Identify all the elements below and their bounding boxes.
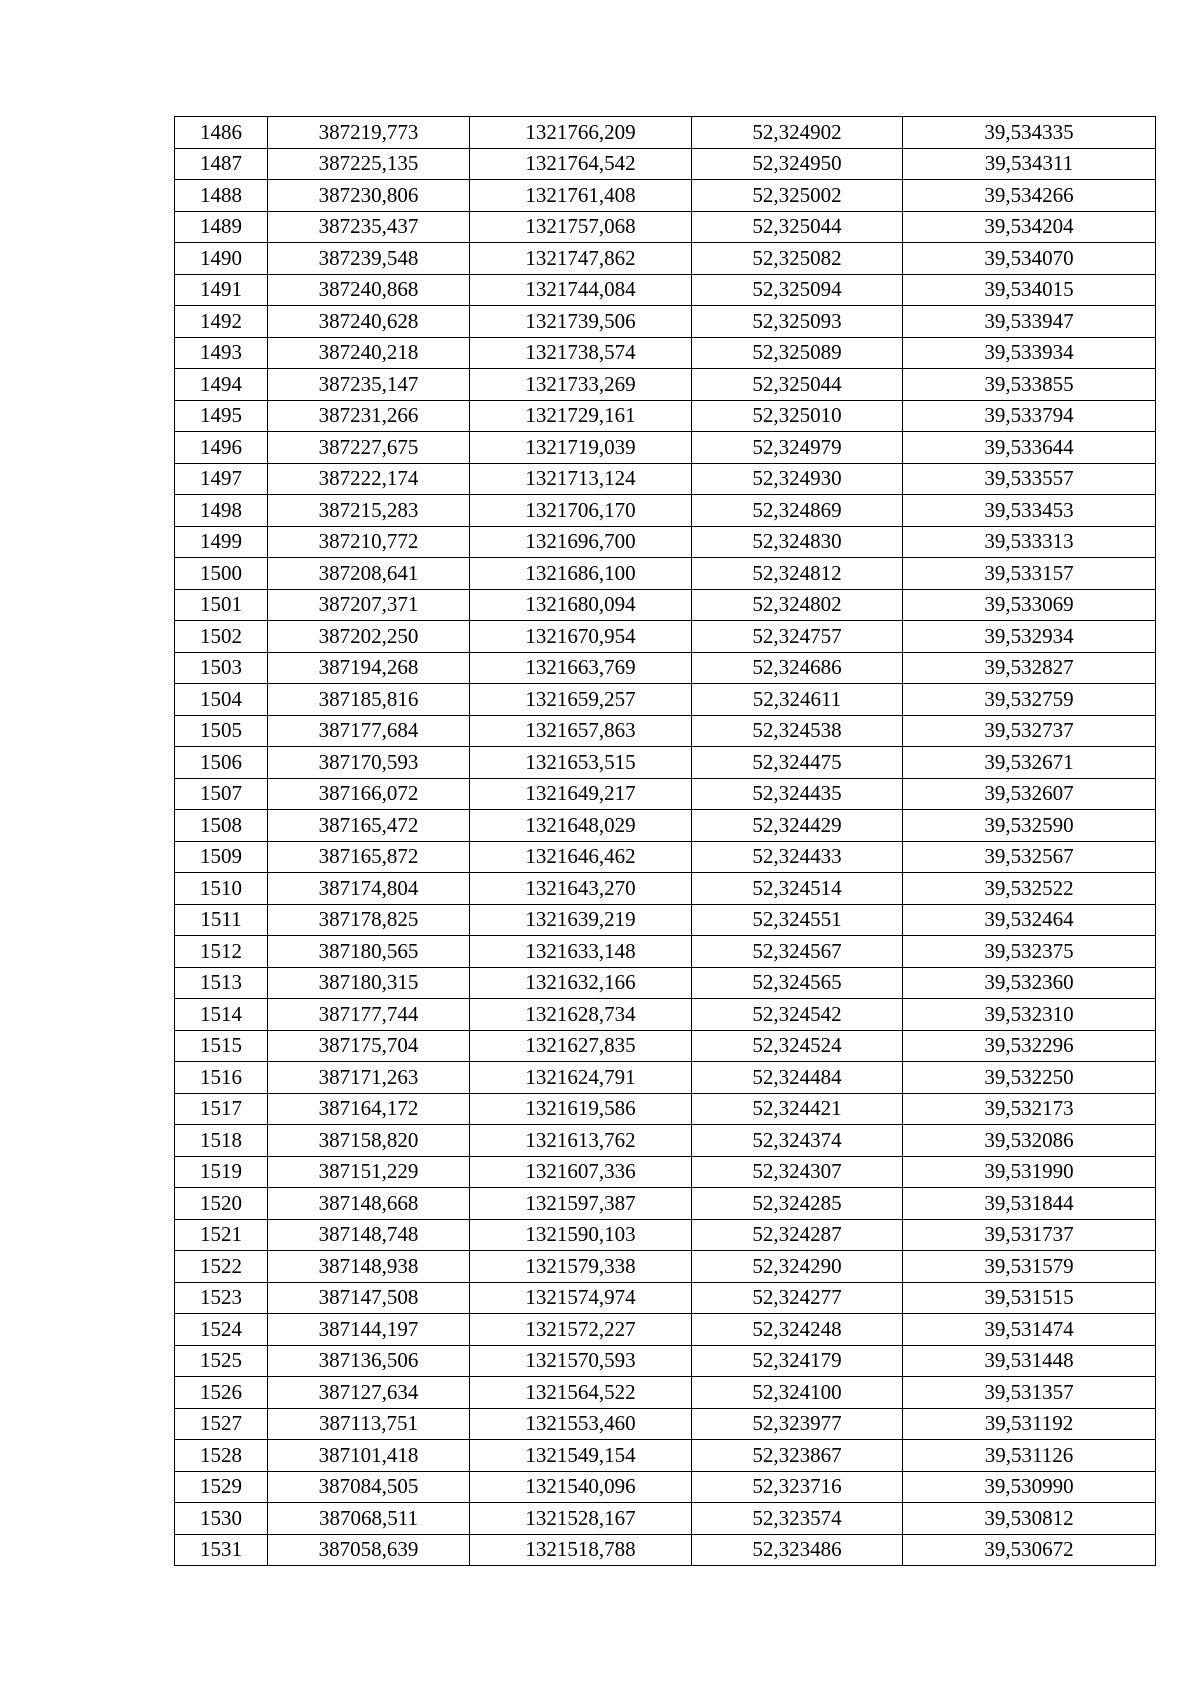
table-row	[175, 652, 1156, 684]
longitude-cell: 39,531126	[903, 1440, 1156, 1472]
y-coordinate-cell: 1321663,769	[470, 652, 692, 684]
table-row	[175, 1503, 1156, 1535]
y-coordinate-cell: 1321649,217	[470, 778, 692, 810]
latitude-cell: 52,324307	[692, 1156, 903, 1188]
y-coordinate-cell: 1321597,387	[470, 1188, 692, 1220]
table-row	[175, 180, 1156, 212]
point-number-cell: 1526	[175, 1377, 268, 1409]
y-coordinate-cell: 1321646,462	[470, 841, 692, 873]
point-number-cell: 1516	[175, 1062, 268, 1094]
latitude-cell: 52,325044	[692, 211, 903, 243]
latitude-cell: 52,324902	[692, 117, 903, 149]
y-coordinate-cell: 1321633,148	[470, 936, 692, 968]
point-number-cell: 1514	[175, 999, 268, 1031]
latitude-cell: 52,323867	[692, 1440, 903, 1472]
longitude-cell: 39,532522	[903, 873, 1156, 905]
latitude-cell: 52,324290	[692, 1251, 903, 1283]
x-coordinate-cell: 387136,506	[268, 1345, 470, 1377]
point-number-cell: 1494	[175, 369, 268, 401]
x-coordinate-cell: 387202,250	[268, 621, 470, 653]
x-coordinate-cell: 387230,806	[268, 180, 470, 212]
latitude-cell: 52,324802	[692, 589, 903, 621]
table-row	[175, 1156, 1156, 1188]
x-coordinate-cell: 387240,868	[268, 274, 470, 306]
x-coordinate-cell: 387101,418	[268, 1440, 470, 1472]
table-row	[175, 747, 1156, 779]
latitude-cell: 52,324277	[692, 1282, 903, 1314]
x-coordinate-cell: 387058,639	[268, 1534, 470, 1566]
y-coordinate-cell: 1321553,460	[470, 1408, 692, 1440]
table-row	[175, 1125, 1156, 1157]
latitude-cell: 52,324484	[692, 1062, 903, 1094]
x-coordinate-cell: 387180,315	[268, 967, 470, 999]
latitude-cell: 52,324757	[692, 621, 903, 653]
point-number-cell: 1506	[175, 747, 268, 779]
y-coordinate-cell: 1321540,096	[470, 1471, 692, 1503]
table-row	[175, 400, 1156, 432]
longitude-cell: 39,532567	[903, 841, 1156, 873]
y-coordinate-cell: 1321624,791	[470, 1062, 692, 1094]
y-coordinate-cell: 1321719,039	[470, 432, 692, 464]
longitude-cell: 39,531192	[903, 1408, 1156, 1440]
table-row	[175, 495, 1156, 527]
y-coordinate-cell: 1321648,029	[470, 810, 692, 842]
point-number-cell: 1492	[175, 306, 268, 338]
y-coordinate-cell: 1321747,862	[470, 243, 692, 275]
y-coordinate-cell: 1321613,762	[470, 1125, 692, 1157]
point-number-cell: 1531	[175, 1534, 268, 1566]
latitude-cell: 52,325093	[692, 306, 903, 338]
latitude-cell: 52,324686	[692, 652, 903, 684]
latitude-cell: 52,325044	[692, 369, 903, 401]
table-row	[175, 999, 1156, 1031]
table-row	[175, 1440, 1156, 1472]
x-coordinate-cell: 387164,172	[268, 1093, 470, 1125]
x-coordinate-cell: 387194,268	[268, 652, 470, 684]
latitude-cell: 52,324930	[692, 463, 903, 495]
longitude-cell: 39,530672	[903, 1534, 1156, 1566]
table-row	[175, 1345, 1156, 1377]
latitude-cell: 52,324433	[692, 841, 903, 873]
point-number-cell: 1522	[175, 1251, 268, 1283]
table-row	[175, 148, 1156, 180]
longitude-cell: 39,533947	[903, 306, 1156, 338]
table-row	[175, 432, 1156, 464]
x-coordinate-cell: 387177,744	[268, 999, 470, 1031]
longitude-cell: 39,532086	[903, 1125, 1156, 1157]
longitude-cell: 39,533855	[903, 369, 1156, 401]
point-number-cell: 1530	[175, 1503, 268, 1535]
latitude-cell: 52,325002	[692, 180, 903, 212]
y-coordinate-cell: 1321713,124	[470, 463, 692, 495]
longitude-cell: 39,534015	[903, 274, 1156, 306]
longitude-cell: 39,534266	[903, 180, 1156, 212]
latitude-cell: 52,324287	[692, 1219, 903, 1251]
x-coordinate-cell: 387240,218	[268, 337, 470, 369]
x-coordinate-cell: 387151,229	[268, 1156, 470, 1188]
latitude-cell: 52,325010	[692, 400, 903, 432]
point-number-cell: 1497	[175, 463, 268, 495]
x-coordinate-cell: 387147,508	[268, 1282, 470, 1314]
y-coordinate-cell: 1321607,336	[470, 1156, 692, 1188]
x-coordinate-cell: 387174,804	[268, 873, 470, 905]
latitude-cell: 52,324100	[692, 1377, 903, 1409]
latitude-cell: 52,324179	[692, 1345, 903, 1377]
longitude-cell: 39,532375	[903, 936, 1156, 968]
point-number-cell: 1520	[175, 1188, 268, 1220]
longitude-cell: 39,533313	[903, 526, 1156, 558]
table-row	[175, 589, 1156, 621]
longitude-cell: 39,532360	[903, 967, 1156, 999]
point-number-cell: 1488	[175, 180, 268, 212]
point-number-cell: 1521	[175, 1219, 268, 1251]
table-row	[175, 337, 1156, 369]
table-row	[175, 1282, 1156, 1314]
x-coordinate-cell: 387170,593	[268, 747, 470, 779]
longitude-cell: 39,531515	[903, 1282, 1156, 1314]
latitude-cell: 52,323977	[692, 1408, 903, 1440]
latitude-cell: 52,324421	[692, 1093, 903, 1125]
x-coordinate-cell: 387225,135	[268, 148, 470, 180]
x-coordinate-cell: 387235,147	[268, 369, 470, 401]
y-coordinate-cell: 1321564,522	[470, 1377, 692, 1409]
table-row	[175, 1188, 1156, 1220]
longitude-cell: 39,532250	[903, 1062, 1156, 1094]
table-row	[175, 810, 1156, 842]
latitude-cell: 52,324429	[692, 810, 903, 842]
x-coordinate-cell: 387113,751	[268, 1408, 470, 1440]
x-coordinate-cell: 387084,505	[268, 1471, 470, 1503]
y-coordinate-cell: 1321590,103	[470, 1219, 692, 1251]
table-row	[175, 274, 1156, 306]
latitude-cell: 52,324248	[692, 1314, 903, 1346]
point-number-cell: 1512	[175, 936, 268, 968]
x-coordinate-cell: 387207,371	[268, 589, 470, 621]
y-coordinate-cell: 1321619,586	[470, 1093, 692, 1125]
table-row	[175, 1314, 1156, 1346]
longitude-cell: 39,532310	[903, 999, 1156, 1031]
table-row	[175, 1093, 1156, 1125]
longitude-cell: 39,531844	[903, 1188, 1156, 1220]
longitude-cell: 39,532173	[903, 1093, 1156, 1125]
x-coordinate-cell: 387177,684	[268, 715, 470, 747]
point-number-cell: 1524	[175, 1314, 268, 1346]
longitude-cell: 39,534311	[903, 148, 1156, 180]
point-number-cell: 1500	[175, 558, 268, 590]
longitude-cell: 39,532607	[903, 778, 1156, 810]
latitude-cell: 52,324812	[692, 558, 903, 590]
point-number-cell: 1487	[175, 148, 268, 180]
y-coordinate-cell: 1321670,954	[470, 621, 692, 653]
longitude-cell: 39,531737	[903, 1219, 1156, 1251]
point-number-cell: 1505	[175, 715, 268, 747]
latitude-cell: 52,324611	[692, 684, 903, 716]
point-number-cell: 1519	[175, 1156, 268, 1188]
latitude-cell: 52,324475	[692, 747, 903, 779]
point-number-cell: 1509	[175, 841, 268, 873]
longitude-cell: 39,532759	[903, 684, 1156, 716]
y-coordinate-cell: 1321757,068	[470, 211, 692, 243]
x-coordinate-cell: 387166,072	[268, 778, 470, 810]
point-number-cell: 1493	[175, 337, 268, 369]
point-number-cell: 1525	[175, 1345, 268, 1377]
x-coordinate-cell: 387222,174	[268, 463, 470, 495]
longitude-cell: 39,533644	[903, 432, 1156, 464]
point-number-cell: 1527	[175, 1408, 268, 1440]
latitude-cell: 52,323574	[692, 1503, 903, 1535]
longitude-cell: 39,533157	[903, 558, 1156, 590]
longitude-cell: 39,534335	[903, 117, 1156, 149]
y-coordinate-cell: 1321643,270	[470, 873, 692, 905]
point-number-cell: 1495	[175, 400, 268, 432]
point-number-cell: 1507	[175, 778, 268, 810]
x-coordinate-cell: 387171,263	[268, 1062, 470, 1094]
latitude-cell: 52,324538	[692, 715, 903, 747]
x-coordinate-cell: 387068,511	[268, 1503, 470, 1535]
table-row	[175, 117, 1156, 149]
y-coordinate-cell: 1321628,734	[470, 999, 692, 1031]
table-row	[175, 1408, 1156, 1440]
x-coordinate-cell: 387180,565	[268, 936, 470, 968]
y-coordinate-cell: 1321549,154	[470, 1440, 692, 1472]
x-coordinate-cell: 387227,675	[268, 432, 470, 464]
y-coordinate-cell: 1321528,167	[470, 1503, 692, 1535]
x-coordinate-cell: 387239,548	[268, 243, 470, 275]
latitude-cell: 52,324979	[692, 432, 903, 464]
latitude-cell: 52,325089	[692, 337, 903, 369]
table-row	[175, 967, 1156, 999]
table-row	[175, 306, 1156, 338]
latitude-cell: 52,324374	[692, 1125, 903, 1157]
latitude-cell: 52,324514	[692, 873, 903, 905]
point-number-cell: 1508	[175, 810, 268, 842]
x-coordinate-cell: 387208,641	[268, 558, 470, 590]
point-number-cell: 1518	[175, 1125, 268, 1157]
point-number-cell: 1528	[175, 1440, 268, 1472]
point-number-cell: 1498	[175, 495, 268, 527]
latitude-cell: 52,325082	[692, 243, 903, 275]
latitude-cell: 52,324567	[692, 936, 903, 968]
longitude-cell: 39,531357	[903, 1377, 1156, 1409]
point-number-cell: 1502	[175, 621, 268, 653]
y-coordinate-cell: 1321572,227	[470, 1314, 692, 1346]
point-number-cell: 1486	[175, 117, 268, 149]
latitude-cell: 52,324869	[692, 495, 903, 527]
longitude-cell: 39,533794	[903, 400, 1156, 432]
x-coordinate-cell: 387210,772	[268, 526, 470, 558]
coordinates-table	[174, 116, 1156, 1566]
table-row	[175, 211, 1156, 243]
y-coordinate-cell: 1321766,209	[470, 117, 692, 149]
y-coordinate-cell: 1321738,574	[470, 337, 692, 369]
longitude-cell: 39,532464	[903, 904, 1156, 936]
y-coordinate-cell: 1321570,593	[470, 1345, 692, 1377]
point-number-cell: 1517	[175, 1093, 268, 1125]
latitude-cell: 52,323486	[692, 1534, 903, 1566]
point-number-cell: 1499	[175, 526, 268, 558]
y-coordinate-cell: 1321680,094	[470, 589, 692, 621]
table-row	[175, 1062, 1156, 1094]
table-row	[175, 904, 1156, 936]
point-number-cell: 1511	[175, 904, 268, 936]
y-coordinate-cell: 1321729,161	[470, 400, 692, 432]
x-coordinate-cell: 387165,472	[268, 810, 470, 842]
longitude-cell: 39,531990	[903, 1156, 1156, 1188]
x-coordinate-cell: 387127,634	[268, 1377, 470, 1409]
table-row	[175, 558, 1156, 590]
longitude-cell: 39,533453	[903, 495, 1156, 527]
longitude-cell: 39,534204	[903, 211, 1156, 243]
longitude-cell: 39,533934	[903, 337, 1156, 369]
x-coordinate-cell: 387158,820	[268, 1125, 470, 1157]
longitude-cell: 39,532934	[903, 621, 1156, 653]
table-row	[175, 1219, 1156, 1251]
y-coordinate-cell: 1321659,257	[470, 684, 692, 716]
table-row	[175, 1377, 1156, 1409]
latitude-cell: 52,323716	[692, 1471, 903, 1503]
latitude-cell: 52,324285	[692, 1188, 903, 1220]
y-coordinate-cell: 1321696,700	[470, 526, 692, 558]
longitude-cell: 39,532671	[903, 747, 1156, 779]
table-row	[175, 684, 1156, 716]
x-coordinate-cell: 387165,872	[268, 841, 470, 873]
y-coordinate-cell: 1321574,974	[470, 1282, 692, 1314]
point-number-cell: 1503	[175, 652, 268, 684]
longitude-cell: 39,530812	[903, 1503, 1156, 1535]
y-coordinate-cell: 1321579,338	[470, 1251, 692, 1283]
y-coordinate-cell: 1321686,100	[470, 558, 692, 590]
table-row	[175, 936, 1156, 968]
y-coordinate-cell: 1321764,542	[470, 148, 692, 180]
latitude-cell: 52,324830	[692, 526, 903, 558]
point-number-cell: 1523	[175, 1282, 268, 1314]
table-row	[175, 526, 1156, 558]
longitude-cell: 39,533069	[903, 589, 1156, 621]
longitude-cell: 39,531448	[903, 1345, 1156, 1377]
table-row	[175, 1251, 1156, 1283]
table-row	[175, 1534, 1156, 1566]
table-row	[175, 841, 1156, 873]
x-coordinate-cell: 387148,748	[268, 1219, 470, 1251]
x-coordinate-cell: 387215,283	[268, 495, 470, 527]
longitude-cell: 39,532737	[903, 715, 1156, 747]
y-coordinate-cell: 1321518,788	[470, 1534, 692, 1566]
x-coordinate-cell: 387175,704	[268, 1030, 470, 1062]
x-coordinate-cell: 387148,668	[268, 1188, 470, 1220]
y-coordinate-cell: 1321653,515	[470, 747, 692, 779]
point-number-cell: 1529	[175, 1471, 268, 1503]
table-row	[175, 1471, 1156, 1503]
table-row	[175, 621, 1156, 653]
x-coordinate-cell: 387185,816	[268, 684, 470, 716]
y-coordinate-cell: 1321639,219	[470, 904, 692, 936]
point-number-cell: 1491	[175, 274, 268, 306]
x-coordinate-cell: 387231,266	[268, 400, 470, 432]
coordinates-table-body	[175, 117, 1156, 1566]
table-row	[175, 778, 1156, 810]
y-coordinate-cell: 1321733,269	[470, 369, 692, 401]
point-number-cell: 1496	[175, 432, 268, 464]
x-coordinate-cell: 387148,938	[268, 1251, 470, 1283]
point-number-cell: 1510	[175, 873, 268, 905]
table-row	[175, 463, 1156, 495]
point-number-cell: 1490	[175, 243, 268, 275]
longitude-cell: 39,534070	[903, 243, 1156, 275]
longitude-cell: 39,531474	[903, 1314, 1156, 1346]
y-coordinate-cell: 1321706,170	[470, 495, 692, 527]
longitude-cell: 39,532590	[903, 810, 1156, 842]
latitude-cell: 52,324524	[692, 1030, 903, 1062]
table-row	[175, 243, 1156, 275]
y-coordinate-cell: 1321657,863	[470, 715, 692, 747]
latitude-cell: 52,324950	[692, 148, 903, 180]
latitude-cell: 52,324435	[692, 778, 903, 810]
point-number-cell: 1501	[175, 589, 268, 621]
point-number-cell: 1504	[175, 684, 268, 716]
longitude-cell: 39,532827	[903, 652, 1156, 684]
latitude-cell: 52,324542	[692, 999, 903, 1031]
point-number-cell: 1515	[175, 1030, 268, 1062]
x-coordinate-cell: 387235,437	[268, 211, 470, 243]
point-number-cell: 1489	[175, 211, 268, 243]
longitude-cell: 39,530990	[903, 1471, 1156, 1503]
table-row	[175, 369, 1156, 401]
longitude-cell: 39,532296	[903, 1030, 1156, 1062]
table-row	[175, 1030, 1156, 1062]
x-coordinate-cell: 387219,773	[268, 117, 470, 149]
point-number-cell: 1513	[175, 967, 268, 999]
longitude-cell: 39,531579	[903, 1251, 1156, 1283]
x-coordinate-cell: 387178,825	[268, 904, 470, 936]
y-coordinate-cell: 1321744,084	[470, 274, 692, 306]
longitude-cell: 39,533557	[903, 463, 1156, 495]
latitude-cell: 52,324565	[692, 967, 903, 999]
y-coordinate-cell: 1321739,506	[470, 306, 692, 338]
x-coordinate-cell: 387240,628	[268, 306, 470, 338]
y-coordinate-cell: 1321632,166	[470, 967, 692, 999]
latitude-cell: 52,324551	[692, 904, 903, 936]
y-coordinate-cell: 1321627,835	[470, 1030, 692, 1062]
table-row	[175, 873, 1156, 905]
y-coordinate-cell: 1321761,408	[470, 180, 692, 212]
latitude-cell: 52,325094	[692, 274, 903, 306]
table-row	[175, 715, 1156, 747]
x-coordinate-cell: 387144,197	[268, 1314, 470, 1346]
